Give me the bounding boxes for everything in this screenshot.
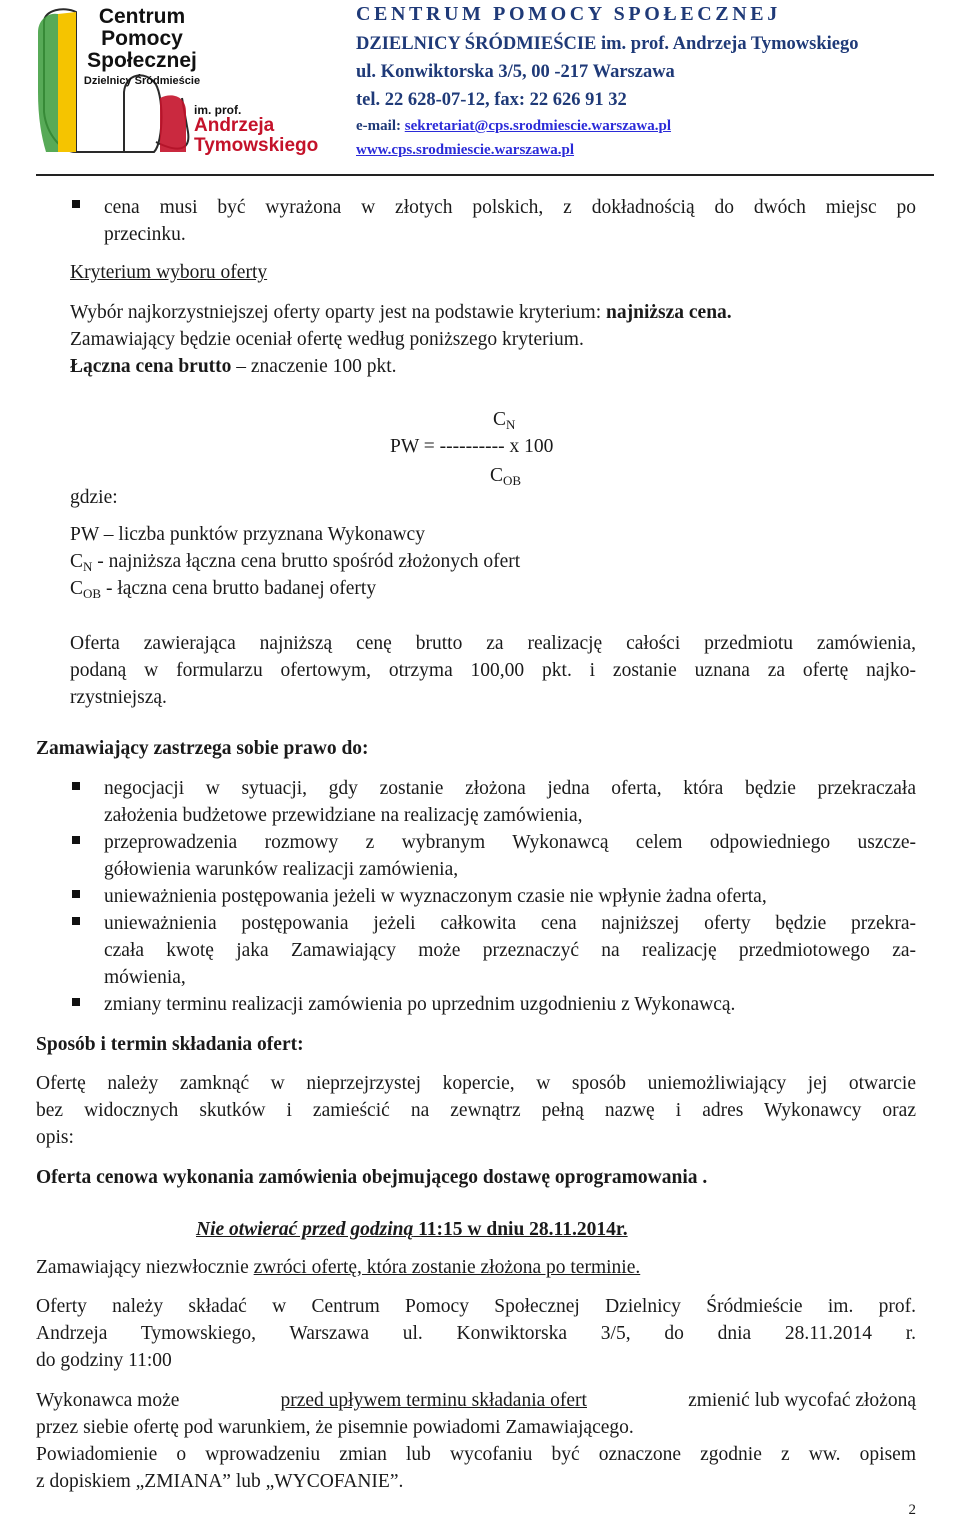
place-line2: Andrzeja Tymowskiego, Warszawa ul. Konwiktorska 3/5, do dnia 28.11.2014 r. [36, 1323, 916, 1344]
submission-para1-line2: bez widocznych skutków i zamieścić na zewnątrz pełną nazwę i adres Wykonawcy oraz [36, 1100, 916, 1121]
logo-line-1: Centrum [98, 5, 186, 28]
do-not-open-notice [196, 1216, 628, 1243]
do-not-open-date: 11:15 w dniu 28.11.2014r. [413, 1219, 628, 1240]
place-line1: Oferty należy składać w Centrum Pomocy Społecznej Dzielnicy Śródmieście im. prof. [36, 1296, 916, 1317]
def-cn-text: - najniższa łączna cena brutto spośród złożonych ofert [92, 551, 521, 572]
return-notice-plain: Zamawiający niezwłocznie [36, 1257, 254, 1278]
criterion-line1-text: Wybór najkorzystniejszej oferty oparty jest na podstawie kryterium: [70, 302, 607, 323]
bullet-square-icon [72, 836, 80, 844]
logo-line-4: Dzielnicy Śródmieście [83, 75, 201, 87]
def-cn-symbol: C [70, 551, 84, 572]
notify-line2: z dopiskiem „ZMIANA” lub „WYCOFANIE”. [36, 1471, 404, 1492]
page-number: 2 [908, 1502, 916, 1518]
rights-item-4-line3: mówienia, [104, 967, 186, 988]
logo-line-6: Andrzeja [194, 115, 275, 136]
def-cob-symbol: C [70, 578, 84, 599]
rights-heading: Zamawiający zastrzega sobie prawo do: [36, 738, 369, 759]
bullet-square-icon [72, 917, 80, 925]
email-label: e-mail: [356, 118, 405, 134]
rights-item-3-line1: unieważnienia postępowania jeżeli w wyznaczonym czasie nie wpłynie żadna oferta, [104, 886, 767, 907]
criterion-line1-bold: najniższa cena. [606, 302, 732, 323]
def-cn-sub: N [83, 559, 93, 574]
change-line1-a: Wykonawca może [36, 1390, 180, 1411]
logo-line-3: Społecznej [87, 49, 197, 72]
rights-item-4-line1: unieważnienia postępowania jeżeli całkowita cena najniższej oferty będzie przekra- [104, 913, 916, 934]
return-notice [36, 1254, 640, 1281]
formula-denominator-sub: OB [503, 473, 522, 488]
letterhead-email-row [356, 118, 671, 135]
formula-line: PW = ---------- x 100 [390, 436, 554, 457]
submission-para1-line3: opis: [36, 1127, 74, 1148]
criterion-line2: Zamawiający będzie oceniał ofertę według poniższego kryterium. [70, 329, 584, 350]
def-cob-sub: OB [83, 586, 102, 601]
bullet-square-icon [72, 782, 80, 790]
formula-numerator-symbol: C [493, 409, 507, 430]
formula-where: gdzie: [70, 487, 118, 508]
formula-def-cob [70, 575, 376, 602]
formula-numerator [493, 406, 515, 433]
submission-heading: Sposób i termin składania ofert: [36, 1034, 304, 1055]
letterhead-name: CENTRUM POMOCY SPOŁECZNEJ [356, 3, 781, 25]
rights-item-2-line1: przeprowadzenia rozmowy z wybranym Wykonawcą celem odpowiedniego uszcze- [104, 832, 916, 853]
rights-item-5-line1: zmiany terminu realizacji zamówienia po uprzednim uzgodnieniu z Wykonawcą. [104, 994, 736, 1015]
logo-line-2: Pomocy [101, 27, 183, 50]
letterhead-address: ul. Konwiktorska 3/5, 00 -217 Warszawa [356, 62, 675, 82]
criterion-heading: Kryterium wyboru oferty [70, 262, 268, 283]
rights-item-4-line2: czała kwotę jaka Zamawiający może przeznaczyć na realizację przedmiotowego za- [104, 940, 916, 961]
change-line2: przez siebie ofertę pod warunkiem, że pisemnie powiadomi Zamawiającego. [36, 1417, 634, 1438]
website-link[interactable]: www.cps.srodmiescie.warszawa.pl [356, 142, 575, 158]
offer-envelope-title: Oferta cenowa wykonania zamówienia obejmującego dostawę oprogramowania . [36, 1167, 708, 1188]
criterion-line3-bold: Łączna cena brutto [70, 356, 232, 377]
formula-numerator-sub: N [506, 417, 516, 432]
do-not-open-italic: Nie otwierać przed godziną [196, 1219, 414, 1240]
criterion-line3-rest: – znaczenie 100 pkt. [231, 356, 397, 377]
logo-line-5: im. prof. [194, 103, 242, 117]
rights-item-2-line2: gółowienia warunków realizacji zamówienia, [104, 859, 459, 880]
return-notice-underlined: zwróci ofertę, która zostanie złożona po terminie. [253, 1257, 641, 1278]
submission-para1-line1: Ofertę należy zamknąć w nieprzejrzystej kopercie, w sposób uniemożliwiający jej otwarcie [36, 1073, 916, 1094]
formula-denominator-symbol: C [490, 465, 504, 486]
bullet-square-icon [72, 200, 80, 208]
change-line1 [36, 1387, 916, 1414]
notify-line1: Powiadomienie o wprowadzeniu zmian lub wycofaniu być oznaczone zgodnie z ww. opisem [36, 1444, 916, 1465]
change-line1-underlined: przed upływem terminu składania ofert [280, 1390, 587, 1411]
bullet-square-icon [72, 998, 80, 1006]
place-line3: do godziny 11:00 [36, 1350, 172, 1371]
header-divider [36, 174, 934, 176]
letterhead-district: DZIELNICY ŚRÓDMIEŚCIE im. prof. Andrzeja Tymowskiego [356, 34, 859, 54]
bullet-price-line1: cena musi być wyrażona w złotych polskich, z dokładnością do dwóch miejsc po [104, 197, 916, 218]
email-link[interactable]: sekretariat@cps.srodmiescie.warszawa.pl [404, 118, 672, 134]
letterhead-phone: tel. 22 628-07-12, fax: 22 626 91 32 [356, 90, 627, 110]
offer-paragraph-line1: Oferta zawierająca najniższą cenę brutto za realizację całości przedmiotu zamówienia, [70, 633, 916, 654]
logo-line-7: Tymowskiego [194, 135, 319, 156]
offer-paragraph-line2: podaną w formularzu ofertowym, otrzyma 100,00 pkt. i zostanie uznana za ofertę najko- [70, 660, 916, 681]
def-cob-text: - łączna cena brutto badanej oferty [101, 578, 377, 599]
formula-denominator [490, 462, 521, 489]
criterion-line3 [70, 353, 397, 380]
rights-item-1-line2: założenia budżetowe przewidziane na realizację zamówienia, [104, 805, 583, 826]
bullet-square-icon [72, 890, 80, 898]
cps-logo [36, 2, 356, 170]
formula-def-pw: PW – liczba punktów przyznana Wykonawcy [70, 524, 425, 545]
rights-item-1-line1: negocjacji w sytuacji, gdy zostanie złożona jedna oferta, która będzie przekraczała [104, 778, 916, 799]
offer-paragraph-line3: rzystniejszą. [70, 687, 167, 708]
bullet-price-line2: przecinku. [104, 224, 186, 245]
change-line1-b: zmienić lub wycofać złożoną [688, 1390, 916, 1411]
formula-def-cn [70, 548, 520, 575]
criterion-line1 [70, 299, 732, 326]
